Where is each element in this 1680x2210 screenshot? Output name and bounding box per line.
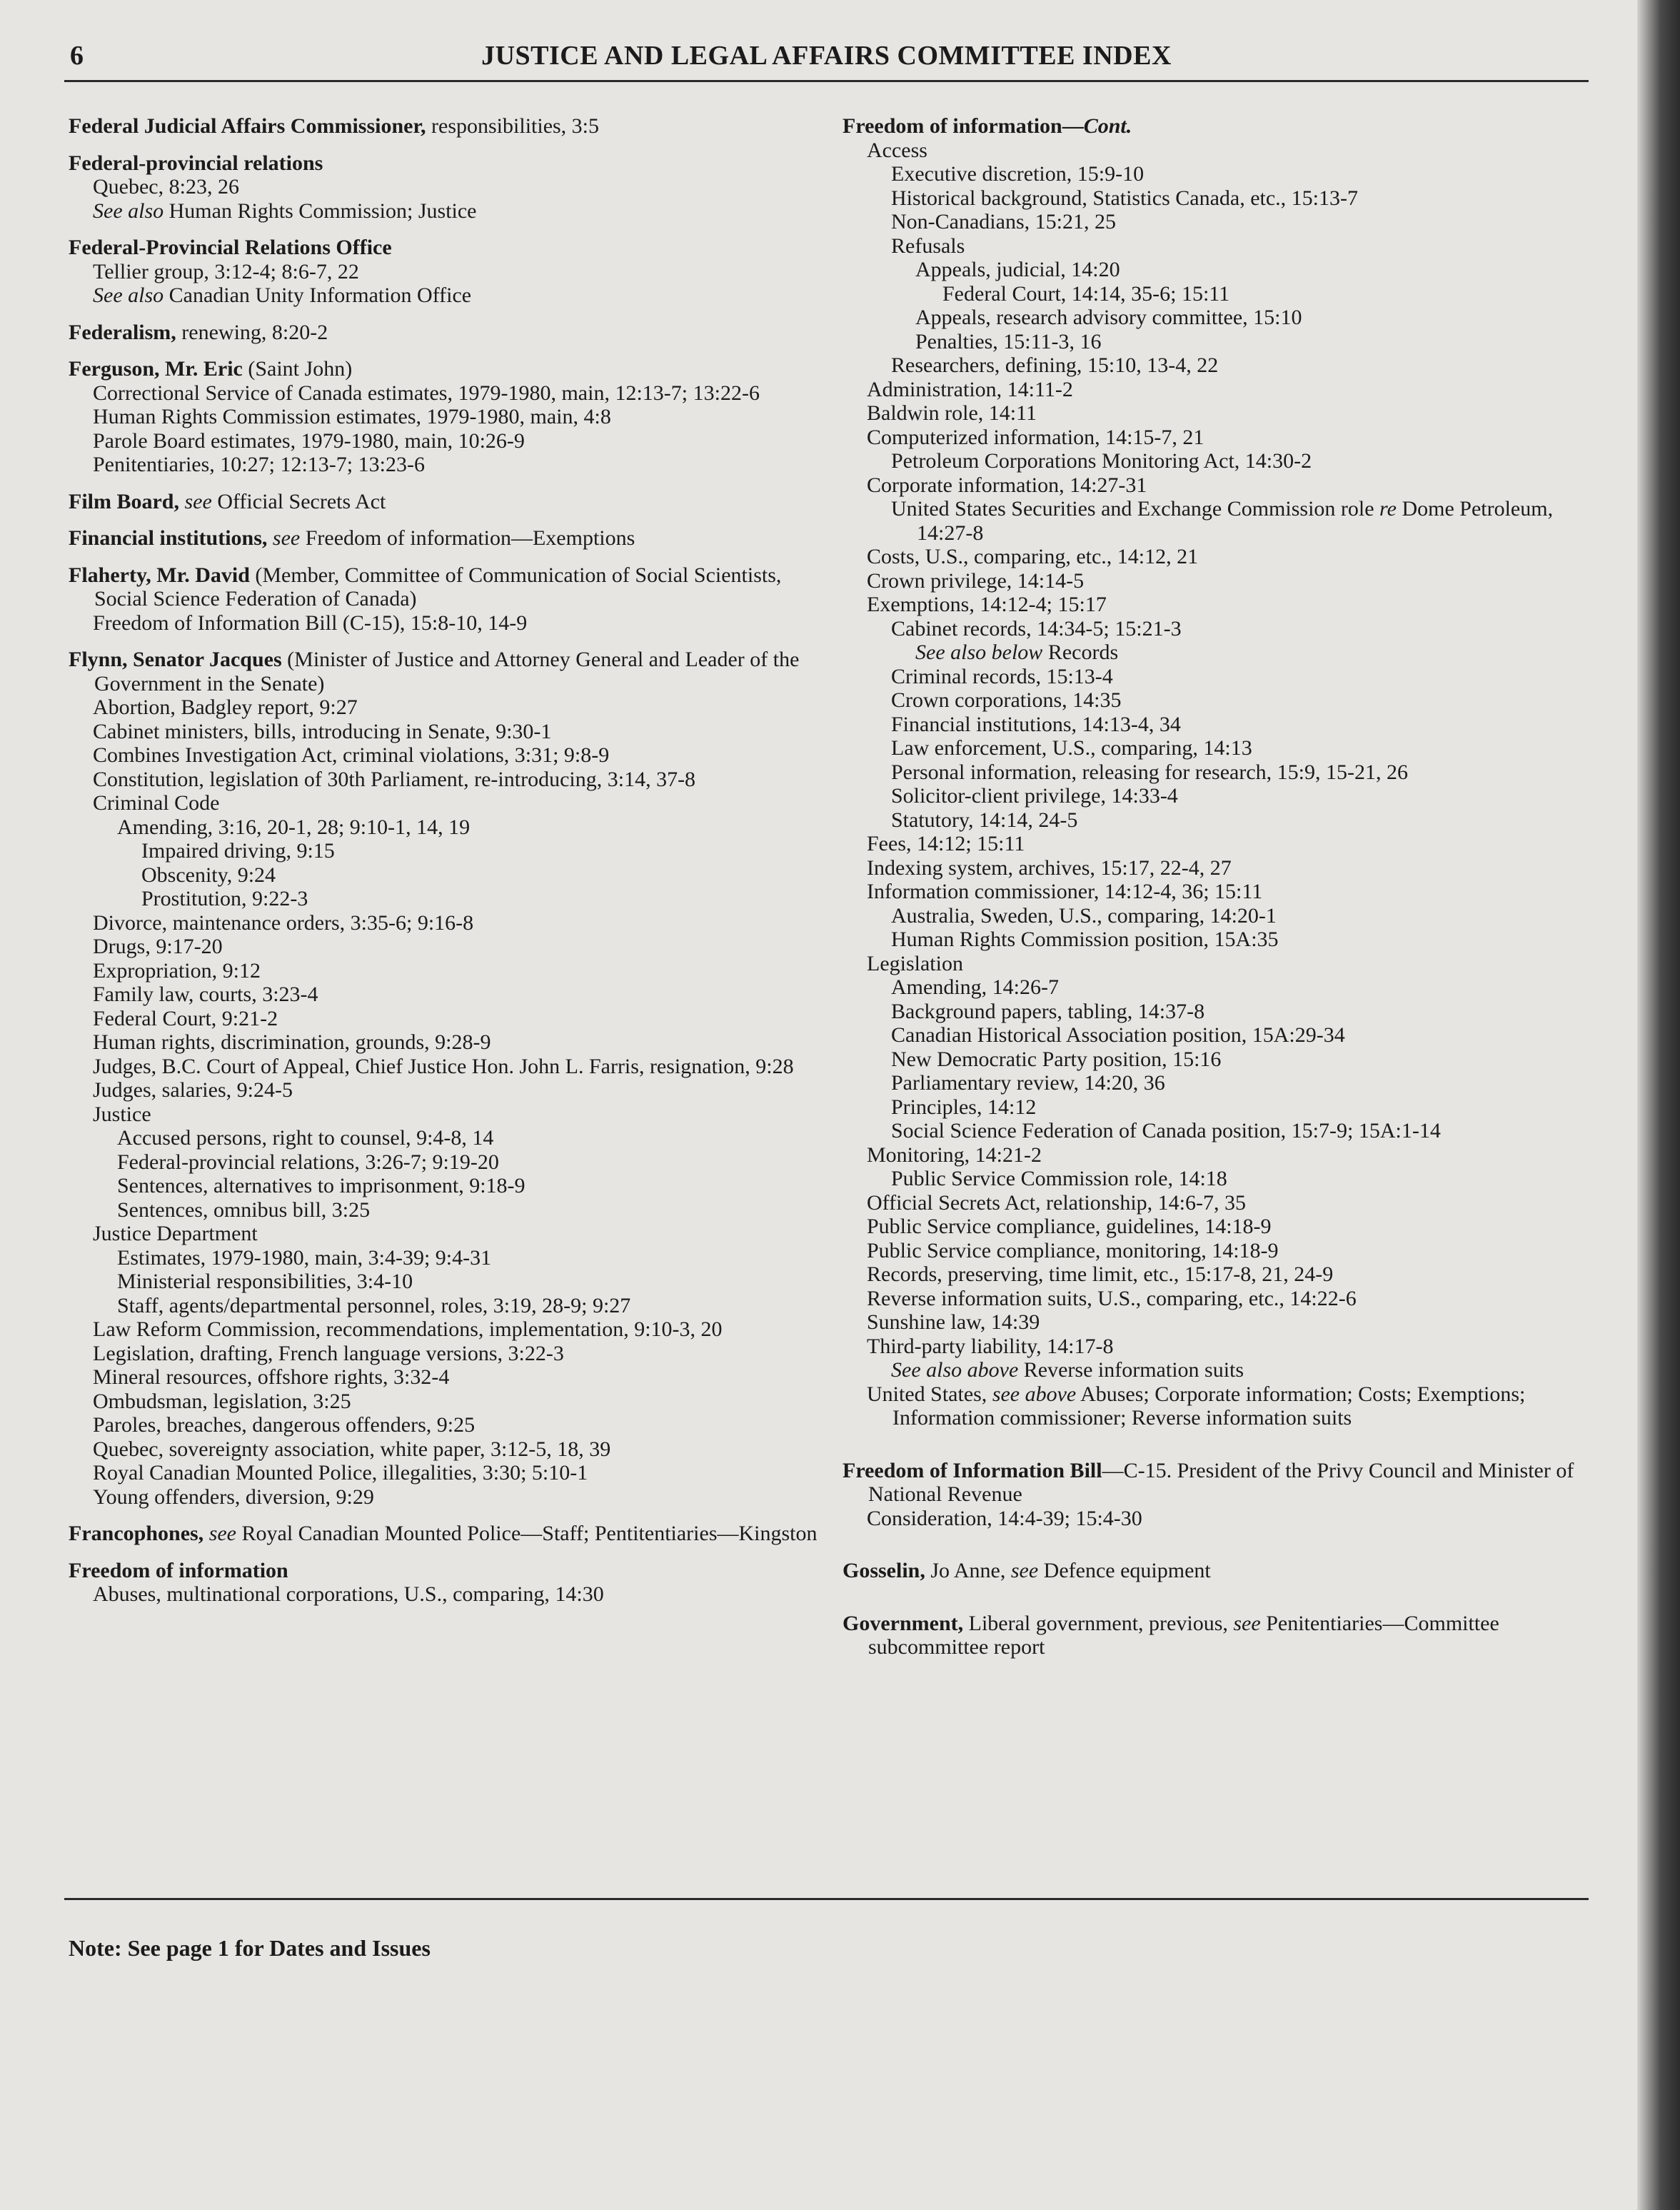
left-column: [69, 114, 840, 1619]
subentry: Mineral resources, offshore rights, 3:32-4: [93, 1365, 450, 1389]
subentry: Legislation, drafting, French language versions, 3:22-3: [93, 1341, 564, 1365]
page-header: [64, 37, 1589, 80]
subentry: Justice Department: [93, 1222, 258, 1245]
subentry: Family law, courts, 3:23-4: [93, 983, 318, 1006]
entry-heading: Federal-Provincial Relations Office: [69, 236, 392, 259]
entry-heading: Federal-provincial relations: [69, 151, 323, 175]
subsubentry: Obscenity, 9:24: [141, 863, 276, 887]
header-rule: [64, 80, 1589, 82]
page-binding-shadow: [1637, 0, 1680, 2210]
index-entry-foi-bill: Freedom of Information Bill—C-15. President of the Privy Council and Minister of National Revenue Consideration, 14:4-39; 15:4-30: [842, 1458, 1574, 1530]
subsubentry: Impaired driving, 9:15: [141, 839, 335, 863]
right-column: [842, 114, 1599, 1672]
subsubentry: Staff, agents/departmental personnel, roles, 3:19, 28-9; 9:27: [117, 1293, 631, 1317]
subsubentry: Federal-provincial relations, 3:26-7; 9:19-20: [117, 1150, 499, 1174]
index-entry-freedom-of-information: Freedom of information Abuses, multinational corporations, U.S., comparing, 14:30: [69, 1559, 840, 1607]
subentry: Constitution, legislation of 30th Parliament, re-introducing, 3:14, 37-8: [93, 767, 696, 791]
subentry: Expropriation, 9:12: [93, 958, 261, 983]
index-entry-fjac: Federal Judicial Affairs Commissioner, responsibilities, 3:5: [69, 114, 600, 138]
footer-rule: [64, 1898, 1589, 1900]
page-title: JUSTICE AND LEGAL AFFAIRS COMMITTEE INDEX: [481, 41, 1172, 71]
index-entry-ferguson: Ferguson, Mr. Eric (Saint John) Correctional Service of Canada estimates, 1979-1980, main, 12:13-7; 13:22-6 Human Rights Commission estimates, 1979-1980, main, 4:8 Parole Board estimates, 1979-1980, main, 10:26-9 Penitentiaries, 10:27; 12:13-7; 13:23-6: [69, 357, 840, 477]
subentry: Federal Court, 9:21-2: [93, 1006, 278, 1030]
subsubentry: Sentences, alternatives to imprisonment, 9:18-9: [117, 1174, 525, 1197]
subsubentry: Amending, 3:16, 20-1, 28; 9:10-1, 14, 19: [117, 815, 471, 839]
index-entry-film-board: Film Board, see Official Secrets Act: [69, 489, 386, 513]
subsubentry: Estimates, 1979-1980, main, 3:4-39; 9:4-31: [117, 1245, 492, 1270]
index-entry-flynn: Flynn, Senator Jacques (Minister of Justice and Attorney General and Leader of the Government in the Senate) Abortion, Badgley report, 9:27 Cabinet ministers, bills, introducing in Senate, 9:30-1 Combines Investigation Act, criminal violations, 3:31; 9:8-9 Constitution, legislation of 30th Parliament, re-introducing, 3:14, 37-8 Criminal Code Amending, 3:16, 20-1, 28; 9:10-1, 14, 19 Impaired driving, 9:15 Obscenity, 9:24 Prostitution, 9:22-3 Divorce, maintenance orders, 3:35-6; 9:16-8 Drugs, 9:17-20 Expropriation, 9:12 Family law, courts, 3:23-4 Federal Court, 9:21-2 Human rights, discrimination, grounds, 9:28-9 Judges, B.C. Court of Appeal, Chief Justice Hon. John L. Farris, resignation, 9:28 Judges, salaries, 9:24-5 Justice Accused persons, right to counsel, 9:4-8, 14 Federal-provincial relations, 3:26-7; 9:19-20 Sentences, alternatives to imprisonment, 9:18-9 Sentences, omnibus bill, 3:25 Justice Department Estimates, 1979-1980, main, 3:4-39; 9:4-31 Ministerial responsibilities, 3:4-10 Staff, agents/departmental personnel, roles, 3:19, 28-9; 9:27 Law Reform Commission, recommendations, implementation, 9:10-3, 20 Legislation, drafting, French language versions, 3:22-3 Mineral resources, offshore rights, 3:32-4 Ombudsman, legislation, 3:25 Paroles, breaches, dangerous offenders, 9:25 Quebec, sovereignty association, white paper, 3:12-5, 18, 39 Royal Canadian Mounted Police, illegalities, 3:30; 5:10-1 Young offenders, diversion, 9:29: [69, 648, 840, 1509]
subentry: Judges, salaries, 9:24-5: [93, 1078, 293, 1102]
subentry: Paroles, breaches, dangerous offenders, 9:25: [93, 1413, 476, 1437]
subentry: Law Reform Commission, recommendations, implementation, 9:10-3, 20: [93, 1317, 723, 1341]
subentry: Ombudsman, legislation, 3:25: [93, 1389, 351, 1413]
index-entry-francophones: Francophones, see Royal Canadian Mounted Police—Staff; Pentitentiaries—Kingston: [69, 1522, 818, 1545]
index-entry-financial-institutions: Financial institutions, see Freedom of information—Exemptions: [69, 526, 635, 550]
subsubentry: Prostitution, 9:22-3: [141, 887, 308, 910]
subentry: Divorce, maintenance orders, 3:35-6; 9:16-8: [93, 910, 474, 935]
index-entry-freedom-of-information-cont: Freedom of information—Cont. Access Executive discretion, 15:9-10 Historical background, Statistics Canada, etc., 15:13-7 Non-Canadians, 15:21, 25 Refusals Appeals, judicial, 14:20 Federal Court, 14:14, 35-6; 15:11 Appeals, research advisory committee, 15:10 Penalties, 15:11-3, 16 Researchers, defining, 15:10, 13-4, 22 Administration, 14:11-2 Baldwin role, 14:11 Computerized information, 14:15-7, 21 Petroleum Corporations Monitoring Act, 14:30-2 Corporate information, 14:27-31 United States Securities and Exchange Commission role re Dome Petroleum, 14:27-8 Costs, U.S., comparing, etc., 14:12, 21 Crown privilege, 14:14-5 Exemptions, 14:12-4; 15:17 Cabinet records, 14:34-5; 15:21-3 See also below Records Criminal records, 15:13-4 Crown corporations, 14:35 Financial institutions, 14:13-4, 34 Law enforcement, U.S., comparing, 14:13 Personal information, releasing for research, 15:9, 15-21, 26 Solicitor-client privilege, 14:33-4 Statutory, 14:14, 24-5 Fees, 14:12; 15:11 Indexing system, archives, 15:17, 22-4, 27 Information commissioner, 14:12-4, 36; 15:11 Australia, Sweden, U.S., comparing, 14:20-1 Human Rights Commission position, 15A:35 Legislation Amending, 14:26-7 Background papers, tabling, 14:37-8 Canadian Historical Association position, 15A:29-34 New Democratic Party position, 15:16 Parliamentary review, 14:20, 36 Principles, 14:12 Social Science Federation of Canada position, 15:7-9; 15A:1-14 Monitoring, 14:21-2 Public Service Commission role, 14:18 Official Secrets Act, relationship, 14:6-7, 35 Public Service compliance, guidelines, 14:18-9 Public Service compliance, monitoring, 14:18-9 Records, preserving, time limit, etc., 15:17-8, 21, 24-9 Reverse information suits, U.S., comparing, etc., 14:22-6 Sunshine law, 14:39 Third-party liability, 14:17-8 See also above Reverse information suits United States, see above Abuses; Corporate information; Costs; Exemptions; Information commissioner; Reverse information suits: [842, 114, 1554, 1430]
index-entry-government: Government, Liberal government, previous, see Penitentiaries—Committee subcommittee report: [842, 1611, 1499, 1659]
index-entry-fpro: [69, 236, 840, 308]
entry-heading: Federal Judicial Affairs Commissioner,: [69, 114, 426, 138]
subentry: Human rights, discrimination, grounds, 9:28-9: [93, 1030, 491, 1054]
subentry: Young offenders, diversion, 9:29: [93, 1485, 374, 1509]
subentry: Abuses, multinational corporations, U.S., comparing, 14:30: [93, 1582, 604, 1606]
subentry: Parole Board estimates, 1979-1980, main, 10:26-9: [93, 428, 525, 453]
page-number: 6: [70, 41, 84, 71]
subentry: Abortion, Badgley report, 9:27: [93, 695, 358, 719]
index-entry-federalism: Federalism, renewing, 8:20-2: [69, 320, 328, 344]
subentry: Combines Investigation Act, criminal violations, 3:31; 9:8-9: [93, 743, 610, 767]
subentry: Penitentiaries, 10:27; 12:13-7; 13:23-6: [93, 453, 425, 476]
subentry: Royal Canadian Mounted Police, illegalities, 3:30; 5:10-1: [93, 1461, 588, 1485]
subentry: Quebec, 8:23, 26: [93, 175, 239, 199]
see-also: See also Human Rights Commission; Justice: [93, 199, 477, 223]
subentry: Tellier group, 3:12-4; 8:6-7, 22: [93, 259, 359, 283]
footer-note: Note: See page 1 for Dates and Issues: [69, 1935, 431, 1961]
subentry: Correctional Service of Canada estimates, 1979-1980, main, 12:13-7; 13:22-6: [93, 381, 760, 405]
subentry: Justice: [93, 1102, 151, 1126]
subentry: Cabinet ministers, bills, introducing in Senate, 9:30-1: [93, 719, 552, 743]
subentry: Judges, B.C. Court of Appeal, Chief Justice Hon. John L. Farris, resignation, 9:28: [93, 1054, 794, 1078]
subsubentry: Ministerial responsibilities, 3:4-10: [117, 1270, 413, 1293]
subentry: Human Rights Commission estimates, 1979-1980, main, 4:8: [93, 405, 611, 428]
subsubentry: Sentences, omnibus bill, 3:25: [117, 1197, 371, 1222]
subentry: Freedom of Information Bill (C-15), 15:8-10, 14-9: [93, 611, 528, 635]
subentry: Criminal Code: [93, 791, 220, 815]
index-entry-gosselin: Gosselin, Jo Anne, see Defence equipment: [842, 1559, 1211, 1582]
index-entry-flaherty: Flaherty, Mr. David (Member, Committee of Communication of Social Scientists, Social Science Federation of Canada) Freedom of Information Bill (C-15), 15:8-10, 14-9: [69, 563, 840, 636]
subsubentry: Accused persons, right to counsel, 9:4-8, 14: [117, 1126, 494, 1150]
see-also: See also Canadian Unity Information Office: [93, 283, 472, 307]
index-entry-federal-provincial-relations: [69, 151, 840, 223]
subentry: Drugs, 9:17-20: [93, 935, 223, 958]
subentry: Quebec, sovereignty association, white paper, 3:12-5, 18, 39: [93, 1437, 611, 1461]
